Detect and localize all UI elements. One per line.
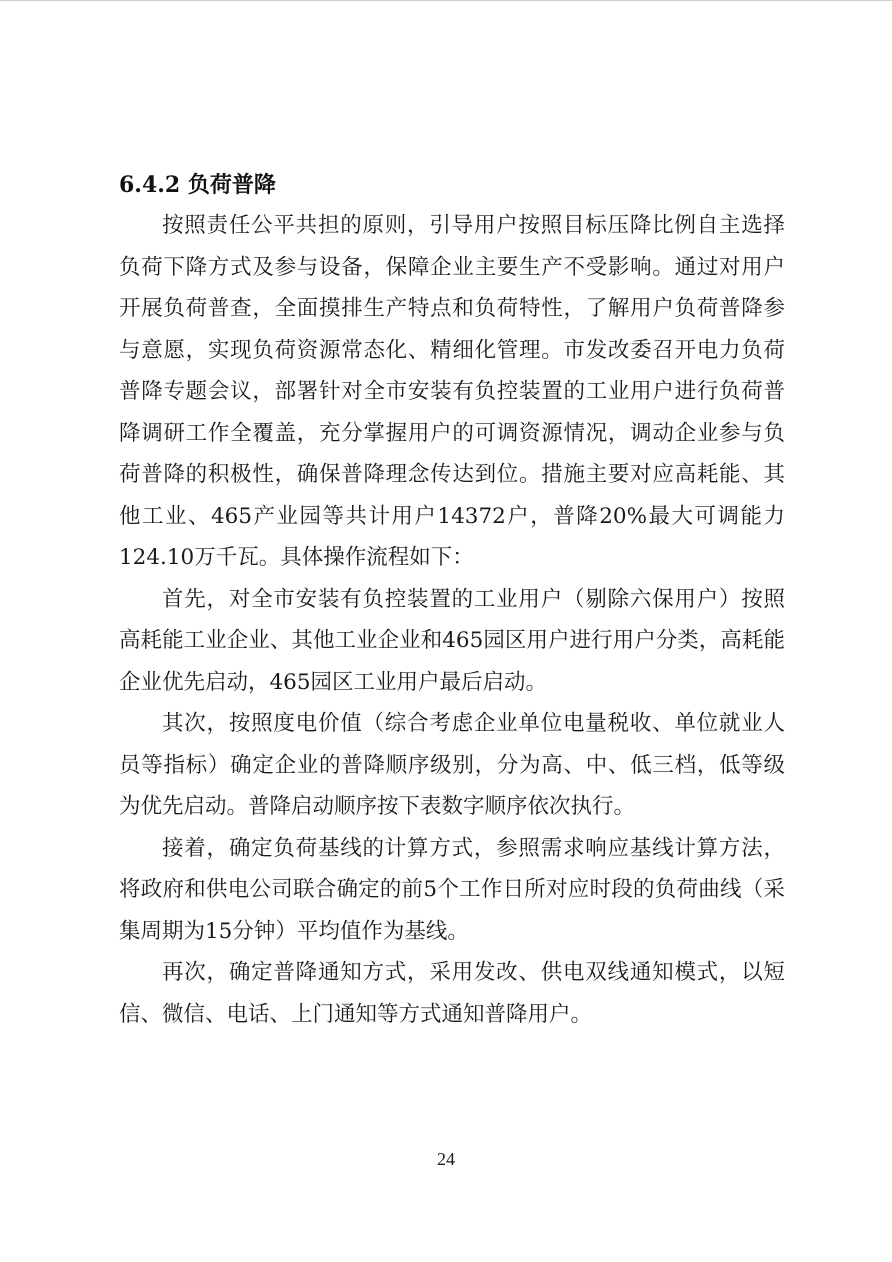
paragraph-first: 首先，对全市安装有负控装置的工业用户（剔除六保用户）按照高耗能工业企业、其他工业企业和465园区用户进行用户分类，高耗能企业优先启动，465园区工业用户最后启动。 [119, 586, 785, 695]
paragraph-intro: 按照责任公平共担的原则，引导用户按照目标压降比例自主选择负荷下降方式及参与设备，保障企业主要生产不受影响。通过对用户开展负荷普查，全面摸排生产特点和负荷特性，了解用户负荷普降参与意愿，实现负荷资源常态化、精细化管理。市发改委召开电力负荷普降专题会议，部署针对全市安装有负控装置的工业用户进行负荷普降调研工作全覆盖，充分掌握用户的可调资源情况，调动企业参与负荷普降的积极性，确保普降理念传达到位。措施主要对应高耗能、其他工业、465产业园等共计用户14372户，普降20%最大可调能力124.10万千瓦。具体操作流程如下： [119, 213, 785, 570]
top-border-line [0, 0, 892, 1]
section-number: 6.4.2 [119, 172, 181, 198]
section-heading [119, 166, 276, 204]
section-title: 负荷普降 [187, 172, 276, 198]
paragraph-then: 再次，确定普降通知方式，采用发改、供电双线通知模式，以短信、微信、电话、上门通知等方式通知普降用户。 [119, 960, 785, 1027]
paragraph-second: 其次，按照度电价值（综合考虑企业单位电量税收、单位就业人员等指标）确定企业的普降顺序级别，分为高、中、低三档，低等级为优先启动。普降启动顺序按下表数字顺序依次执行。 [119, 711, 785, 819]
body-text [119, 205, 785, 1035]
page-number: 24 [437, 1149, 455, 1169]
paragraph-next: 接着，确定负荷基线的计算方式，参照需求响应基线计算方法，将政府和供电公司联合确定的前5个工作日所对应时段的负荷曲线（采集周期为15分钟）平均值作为基线。 [119, 835, 785, 944]
